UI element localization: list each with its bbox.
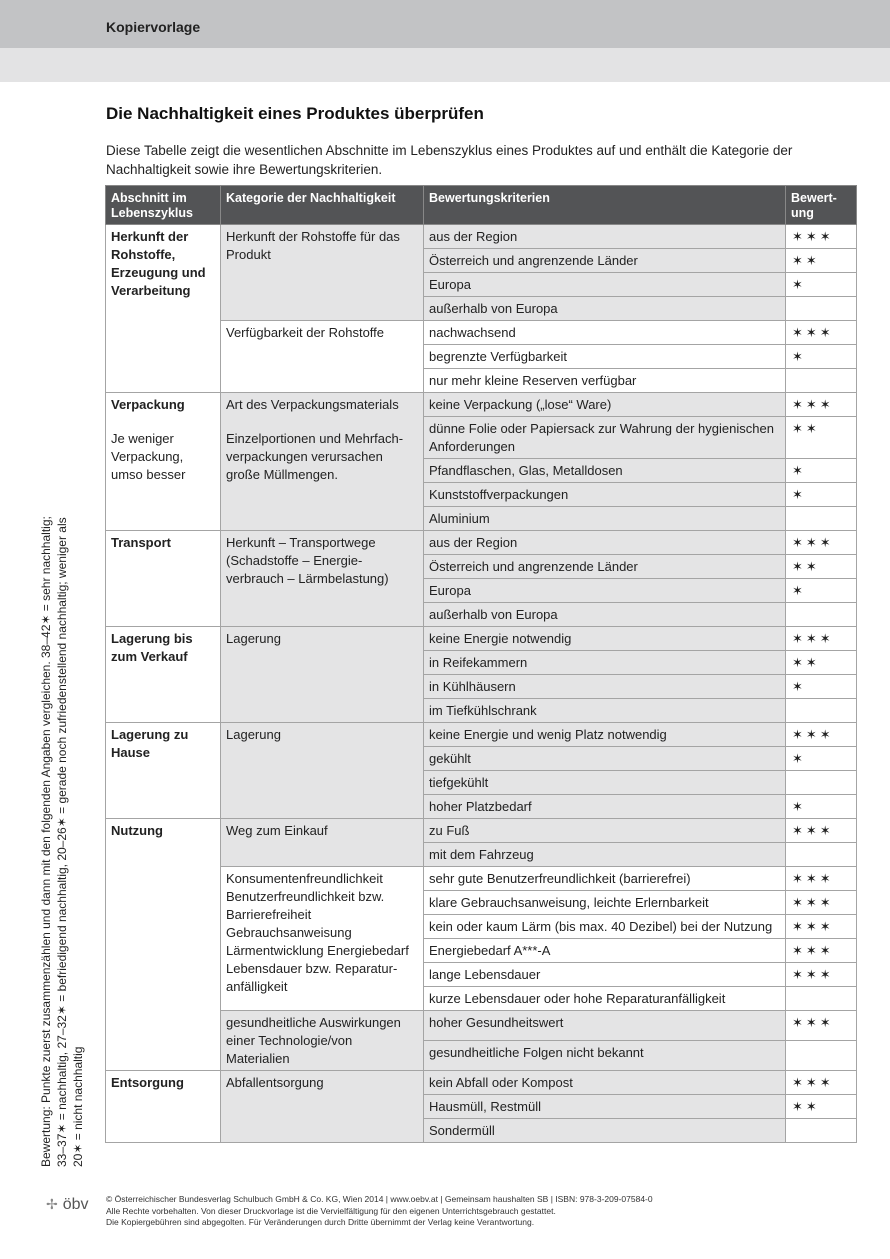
spacer xyxy=(226,414,418,430)
rating-stars-icon: ✶✶✶ xyxy=(786,939,857,963)
rating-stars-icon: ✶ xyxy=(786,747,857,771)
table-row xyxy=(106,627,857,651)
rating-stars-icon: ✶ xyxy=(786,483,857,507)
rating-stars-icon: ✶ xyxy=(786,579,857,603)
table-row xyxy=(106,225,857,249)
criterion-cell: klare Gebrauchsanweisung, leichte Erlernbarkeit xyxy=(424,891,786,915)
criterion-cell: tiefgekühlt xyxy=(424,771,786,795)
criterion-cell: im Tiefkühlschrank xyxy=(424,699,786,723)
section-cell xyxy=(106,393,221,531)
logo-mark-icon: ✢ xyxy=(46,1196,58,1212)
criterion-cell: Österreich und angrenzende Länder xyxy=(424,555,786,579)
criterion-cell: aus der Region xyxy=(424,531,786,555)
table-row xyxy=(106,1071,857,1095)
table-row xyxy=(106,393,857,417)
rating-stars-icon xyxy=(786,603,857,627)
intro-paragraph: Diese Tabelle zeigt die wesentlichen Abschnitte im Lebenszyklus eines Produktes auf und enthält die Kategorie der Nachhaltigkeit sowie ihre Bewertungskriterien. xyxy=(106,143,793,177)
category-cell xyxy=(221,531,424,627)
rating-stars-icon: ✶ xyxy=(786,345,857,369)
criterion-cell: keine Energie notwendig xyxy=(424,627,786,651)
copyright-line: © Österreichischer Bundesverlag Schulbuch GmbH & Co. KG, Wien 2014 | www.oebv.at | Gemeinsam haushalten SB | ISBN: 978-3-209-07584-0 xyxy=(106,1194,653,1204)
criterion-cell: hoher Gesundheitswert xyxy=(424,1011,786,1041)
rating-stars-icon: ✶✶✶ xyxy=(786,225,857,249)
category-text: gesundheitliche Auswirkungen einer Technologie/von Materialien xyxy=(226,1015,401,1066)
category-cell xyxy=(221,393,424,531)
category-text: Lagerung xyxy=(226,727,281,742)
rating-instructions-line: Bewertung: Punkte zuerst zusammenzählen und dann mit den folgenden Angaben vergleichen. 38–42✶ = sehr nachhaltig; xyxy=(39,516,53,1167)
criterion-cell: dünne Folie oder Papiersack zur Wahrung der hygienischen Anforderungen xyxy=(424,417,786,459)
table-row xyxy=(106,531,857,555)
criterion-cell: aus der Region xyxy=(424,225,786,249)
category-text: Abfallentsorgung xyxy=(226,1075,324,1090)
category-text: Art des Verpackungsmaterials xyxy=(226,397,399,412)
doc-type-label: Kopiervorlage xyxy=(106,19,201,35)
category-cell xyxy=(221,321,424,393)
rating-stars-icon: ✶✶✶ xyxy=(786,1011,857,1041)
header-category: Kategorie der Nachhaltigkeit xyxy=(221,186,424,225)
criterion-cell: zu Fuß xyxy=(424,819,786,843)
criterion-cell: Energiebedarf A***-A xyxy=(424,939,786,963)
rating-stars-icon: ✶✶✶ xyxy=(786,393,857,417)
spacer xyxy=(111,414,215,430)
criterion-cell: außerhalb von Europa xyxy=(424,297,786,321)
rating-stars-icon xyxy=(786,987,857,1011)
header-criteria: Bewertungskriterien xyxy=(424,186,786,225)
rating-stars-icon: ✶✶✶ xyxy=(786,915,857,939)
header-rating: Bewert-ung xyxy=(786,186,857,225)
copyright-line: Alle Rechte vorbehalten. Von dieser Druckvorlage ist die Vervielfältigung für den eigenen Unterrichtsgebrauch gestattet. xyxy=(106,1205,556,1216)
rating-stars-icon xyxy=(786,843,857,867)
section-cell xyxy=(106,627,221,723)
criterion-cell: kein oder kaum Lärm (bis max. 40 Dezibel) bei der Nutzung xyxy=(424,915,786,939)
rating-stars-icon: ✶ xyxy=(786,459,857,483)
page-title: Die Nachhaltigkeit eines Produktes überprüfen xyxy=(106,104,484,123)
logo-text: öbv xyxy=(62,1196,89,1213)
criterion-cell: Europa xyxy=(424,273,786,297)
category-text: Herkunft – Transportwege (Schadstoffe – Energie-verbrauch – Lärmbelastung) xyxy=(226,535,389,586)
rating-stars-icon: ✶✶✶ xyxy=(786,1071,857,1095)
rating-instructions-line: 20✶ = nicht nachhaltig xyxy=(71,1046,85,1167)
criterion-cell: Österreich und angrenzende Länder xyxy=(424,249,786,273)
criterion-cell: lange Lebensdauer xyxy=(424,963,786,987)
section-title: Herkunft der Rohstoffe, Erzeugung und Verarbeitung xyxy=(111,229,206,298)
rating-instructions-line: 33–37✶ = nachhaltig, 27–32✶ = befriedigend nachhaltig, 20–26✶ = gerade noch zufriedenstellend nachhaltig; weniger als xyxy=(55,517,69,1167)
section-title: Entsorgung xyxy=(111,1075,184,1090)
category-cell xyxy=(221,1011,424,1071)
header-band-lower xyxy=(0,48,890,82)
rating-stars-icon xyxy=(786,369,857,393)
category-cell xyxy=(221,627,424,723)
rating-stars-icon: ✶✶ xyxy=(786,1095,857,1119)
rating-stars-icon xyxy=(786,297,857,321)
rating-stars-icon xyxy=(786,1119,857,1143)
category-cell xyxy=(221,723,424,819)
section-cell xyxy=(106,819,221,1071)
criterion-cell: begrenzte Verfügbarkeit xyxy=(424,345,786,369)
rating-stars-icon: ✶✶✶ xyxy=(786,819,857,843)
category-text: Weg zum Einkauf xyxy=(226,823,328,838)
criterion-cell: Pfandflaschen, Glas, Metalldosen xyxy=(424,459,786,483)
rating-stars-icon xyxy=(786,771,857,795)
criterion-cell: Aluminium xyxy=(424,507,786,531)
section-title: Lagerung bis zum Verkauf xyxy=(111,631,193,664)
criterion-cell: sehr gute Benutzerfreundlichkeit (barrierefrei) xyxy=(424,867,786,891)
rating-stars-icon: ✶ xyxy=(786,795,857,819)
copyright-notice xyxy=(106,1194,806,1229)
criterion-cell: keine Verpackung („lose“ Ware) xyxy=(424,393,786,417)
section-title: Transport xyxy=(111,535,171,550)
rating-stars-icon: ✶✶✶ xyxy=(786,891,857,915)
rating-stars-icon: ✶ xyxy=(786,675,857,699)
criterion-cell: kurze Lebensdauer oder hohe Reparaturanfälligkeit xyxy=(424,987,786,1011)
category-text: Lagerung xyxy=(226,631,281,646)
criterion-cell: Hausmüll, Restmüll xyxy=(424,1095,786,1119)
section-title: Verpackung xyxy=(111,397,185,412)
criterion-cell: hoher Platzbedarf xyxy=(424,795,786,819)
rating-stars-icon xyxy=(786,699,857,723)
rating-stars-icon: ✶✶ xyxy=(786,555,857,579)
category-text: Verfügbarkeit der Rohstoffe xyxy=(226,325,385,340)
criterion-cell: nachwachsend xyxy=(424,321,786,345)
rating-stars-icon: ✶✶✶ xyxy=(786,867,857,891)
table-body xyxy=(106,225,857,1143)
rating-stars-icon: ✶✶✶ xyxy=(786,531,857,555)
table-row xyxy=(106,723,857,747)
table-header-row xyxy=(106,186,857,225)
section-cell xyxy=(106,723,221,819)
criterion-cell: gekühlt xyxy=(424,747,786,771)
category-cell xyxy=(221,1071,424,1143)
category-cell xyxy=(221,225,424,321)
rating-instructions xyxy=(38,467,86,1167)
section-title: Lagerung zu Hause xyxy=(111,727,189,760)
criterion-cell: keine Energie und wenig Platz notwendig xyxy=(424,723,786,747)
criterion-cell: kein Abfall oder Kompost xyxy=(424,1071,786,1095)
section-subtitle: Je weniger Verpackung, umso besser xyxy=(111,431,186,482)
sustainability-table xyxy=(105,185,857,1143)
rating-stars-icon: ✶✶ xyxy=(786,249,857,273)
section-cell xyxy=(106,225,221,393)
criterion-cell: in Kühlhäusern xyxy=(424,675,786,699)
copyright-line: Die Kopiergebühren sind abgegolten. Für Veränderungen durch Dritte übernimmt der Verlag keine Verantwortung. xyxy=(106,1217,535,1227)
rating-stars-icon: ✶✶ xyxy=(786,651,857,675)
category-note: Einzelportionen und Mehrfach-verpackungen verursachen große Müllmengen. xyxy=(226,431,404,482)
header-section: Abschnitt im Lebenszyklus xyxy=(106,186,221,225)
rating-stars-icon: ✶ xyxy=(786,273,857,297)
rating-stars-icon: ✶✶ xyxy=(786,417,857,459)
rating-stars-icon: ✶✶✶ xyxy=(786,723,857,747)
section-title: Nutzung xyxy=(111,823,163,838)
publisher-logo xyxy=(46,1196,89,1214)
criterion-cell: Kunststoffverpackungen xyxy=(424,483,786,507)
criterion-cell: gesundheitliche Folgen nicht bekannt xyxy=(424,1041,786,1071)
category-cell xyxy=(221,819,424,867)
rating-stars-icon xyxy=(786,1041,857,1071)
category-text: Konsumentenfreundlichkeit Benutzerfreundlichkeit bzw. Barrierefreiheit Gebrauchsanweisung Lärmentwicklung Energiebedarf Lebensdauer bzw. Reparatur-anfälligkeit xyxy=(226,871,409,994)
criterion-cell: nur mehr kleine Reserven verfügbar xyxy=(424,369,786,393)
criterion-cell: außerhalb von Europa xyxy=(424,603,786,627)
criterion-cell: Europa xyxy=(424,579,786,603)
category-cell xyxy=(221,867,424,1011)
criterion-cell: Sondermüll xyxy=(424,1119,786,1143)
category-text: Herkunft der Rohstoffe für das Produkt xyxy=(226,229,400,262)
section-cell xyxy=(106,1071,221,1143)
criterion-cell: mit dem Fahrzeug xyxy=(424,843,786,867)
criterion-cell: in Reifekammern xyxy=(424,651,786,675)
table-row xyxy=(106,819,857,843)
section-cell xyxy=(106,531,221,627)
rating-stars-icon: ✶✶✶ xyxy=(786,627,857,651)
rating-stars-icon: ✶✶✶ xyxy=(786,321,857,345)
rating-stars-icon: ✶✶✶ xyxy=(786,963,857,987)
rating-stars-icon xyxy=(786,507,857,531)
